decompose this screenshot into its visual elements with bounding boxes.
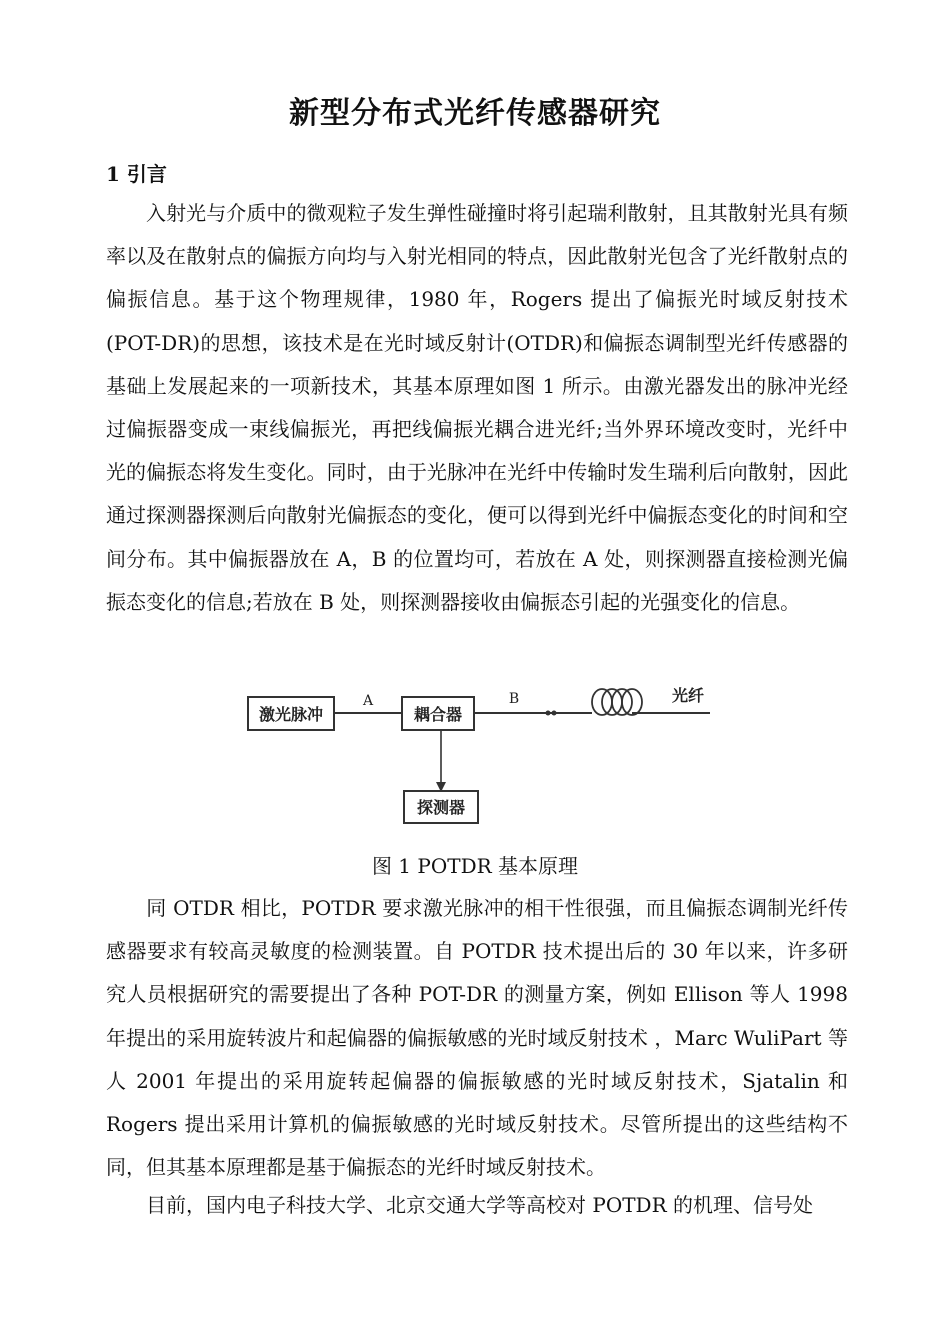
splice-point <box>552 711 557 716</box>
paragraph-text: 同 OTDR 相比，POTDR 要求激光脉冲的相干性很强，而且偏振态调制光纤传感器要求有较高灵敏度的检测装置。自 POTDR 技术提出后的 30 年以来，许多研究人员根据研究的需要提出了各种 POT-DR 的测量方案，例如 Ellison 等人 1998 年提出的采用旋转波片和起偏器的偏振敏感的光时域反射技术 ，Marc WuliPart 等人 2001 年提出的采用旋转起偏器的偏振敏感的光时域反射技术，Sjatalin 和 Rogers 提出采用计算机的偏振敏感的光时域反射技术。尽管所提出的这些结构不同，但其基本原理都是基于偏振态的光纤时域反射技术。 <box>106 896 848 1180</box>
label-b: B <box>508 691 520 707</box>
paragraph-text: 入射光与介质中的微观粒子发生弹性碰撞时将引起瑞利散射，且其散射光具有频率以及在散射点的偏振方向均与入射光相同的特点，因此散射光包含了光纤散射点的偏振信息。基于这个物理规律，1980 年，Rogers 提出了偏振光时域反射技术(POT-DR)的思想，该技术是在光时域反射计(OTDR)和偏振态调制型光纤传感器的基础上发展起来的一项新技术，其基本原理如图 1 所示。由激光器发出的脉冲光经过偏振器变成一束线偏振光，再把线偏振光耦合进光纤;当外界环境改变时，光纤中光的偏振态将发生变化。同时，由于光脉冲在光纤中传输时发生瑞利后向散射，因此通过探测器探测后向散射光偏振态的变化，便可以得到光纤中偏振态变化的时间和空间分布。其中偏振器放在 A，B 的位置均可，若放在 A 处，则探测器直接检测光偏振态变化的信息;若放在 B 处，则探测器接收由偏振态引起的光强变化的信息。 <box>106 201 848 614</box>
fiber-coil <box>592 689 642 715</box>
paragraph-intro <box>106 192 848 624</box>
paragraph-text: 目前，国内电子科技大学、北京交通大学等高校对 POTDR 的机理、信号处 <box>146 1193 814 1217</box>
label-a: A <box>362 693 374 709</box>
detector-box-label: 探测器 <box>416 798 466 817</box>
section-heading: 1 引言 <box>106 162 167 186</box>
figure-caption: 图 1 POTDR 基本原理 <box>371 854 579 878</box>
coupler-box-label: 耦合器 <box>413 705 463 724</box>
potdr-diagram <box>240 672 720 828</box>
laser-box-label: 激光脉冲 <box>258 705 324 724</box>
fiber-label: 光纤 <box>671 686 705 705</box>
paragraph-current <box>106 1184 848 1227</box>
paper-title: 新型分布式光纤传感器研究 <box>289 96 661 131</box>
paragraph-comparison <box>106 887 848 1189</box>
splice-point <box>546 711 551 716</box>
